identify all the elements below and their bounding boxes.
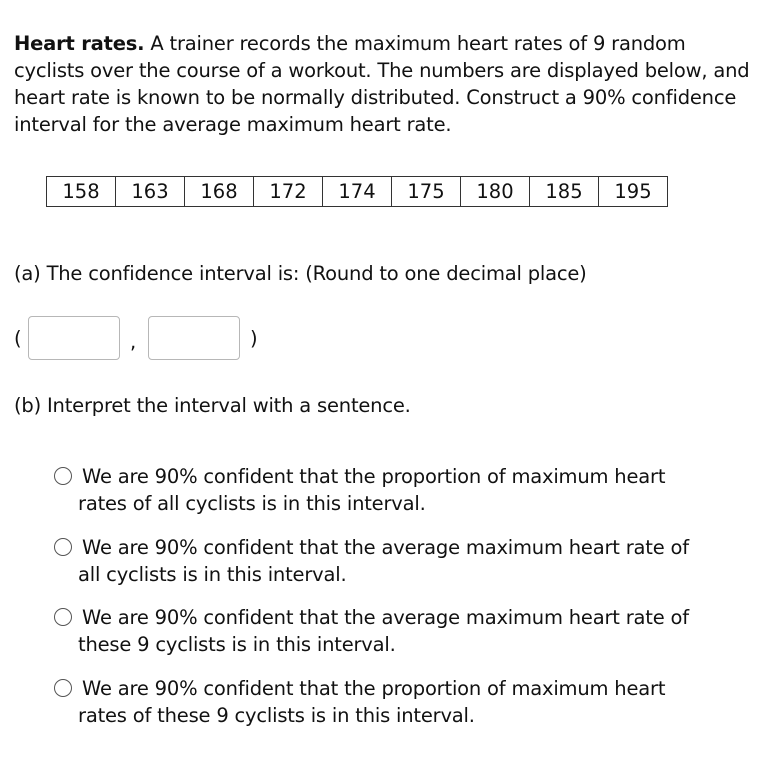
option-text: We are 90% confident that the proportion of maximum heart [82,677,666,700]
radio-button[interactable] [54,608,72,626]
option-text: all cyclists is in this interval. [78,563,347,586]
data-cell: 158 [47,177,116,207]
radio-button[interactable] [54,467,72,485]
data-cell: 180 [461,177,530,207]
close-paren: ) [250,327,258,350]
data-cell: 174 [323,177,392,207]
radio-option-1[interactable] [54,463,754,517]
radio-button[interactable] [54,679,72,697]
table-row [47,177,668,207]
problem-statement [14,30,759,138]
option-text: We are 90% confident that the proportion of maximum heart [82,465,666,488]
problem-text: A trainer records the maximum heart rates of 9 random cyclists over the course of a workout. The numbers are displayed below, and heart rate is known to be normally distributed. Construct a 90% confidence interval for the average maximum heart rate. [14,32,750,136]
part-a-prompt: (a) The confidence interval is: (Round to one decimal place) [14,262,587,285]
option-text: rates of these 9 cyclists is in this interval. [78,704,475,727]
radio-option-4[interactable] [54,675,754,729]
data-cell: 172 [254,177,323,207]
option-text: these 9 cyclists is in this interval. [78,633,396,656]
open-paren: ( [14,327,22,350]
upper-bound-input[interactable] [148,316,240,360]
lower-bound-input[interactable] [28,316,120,360]
data-cell: 195 [599,177,668,207]
radio-option-2[interactable] [54,534,754,588]
data-cell: 175 [392,177,461,207]
data-cell: 163 [116,177,185,207]
radio-option-3[interactable] [54,604,754,658]
option-text: rates of all cyclists is in this interval. [78,492,426,515]
heart-rate-data-table [46,176,668,207]
part-b-prompt: (b) Interpret the interval with a sentence. [14,394,411,417]
problem-title: Heart rates. [14,32,145,55]
data-cell: 185 [530,177,599,207]
radio-button[interactable] [54,538,72,556]
data-cell: 168 [185,177,254,207]
comma-separator: , [130,330,137,353]
option-text: We are 90% confident that the average maximum heart rate of [82,536,689,559]
option-text: We are 90% confident that the average maximum heart rate of [82,606,689,629]
